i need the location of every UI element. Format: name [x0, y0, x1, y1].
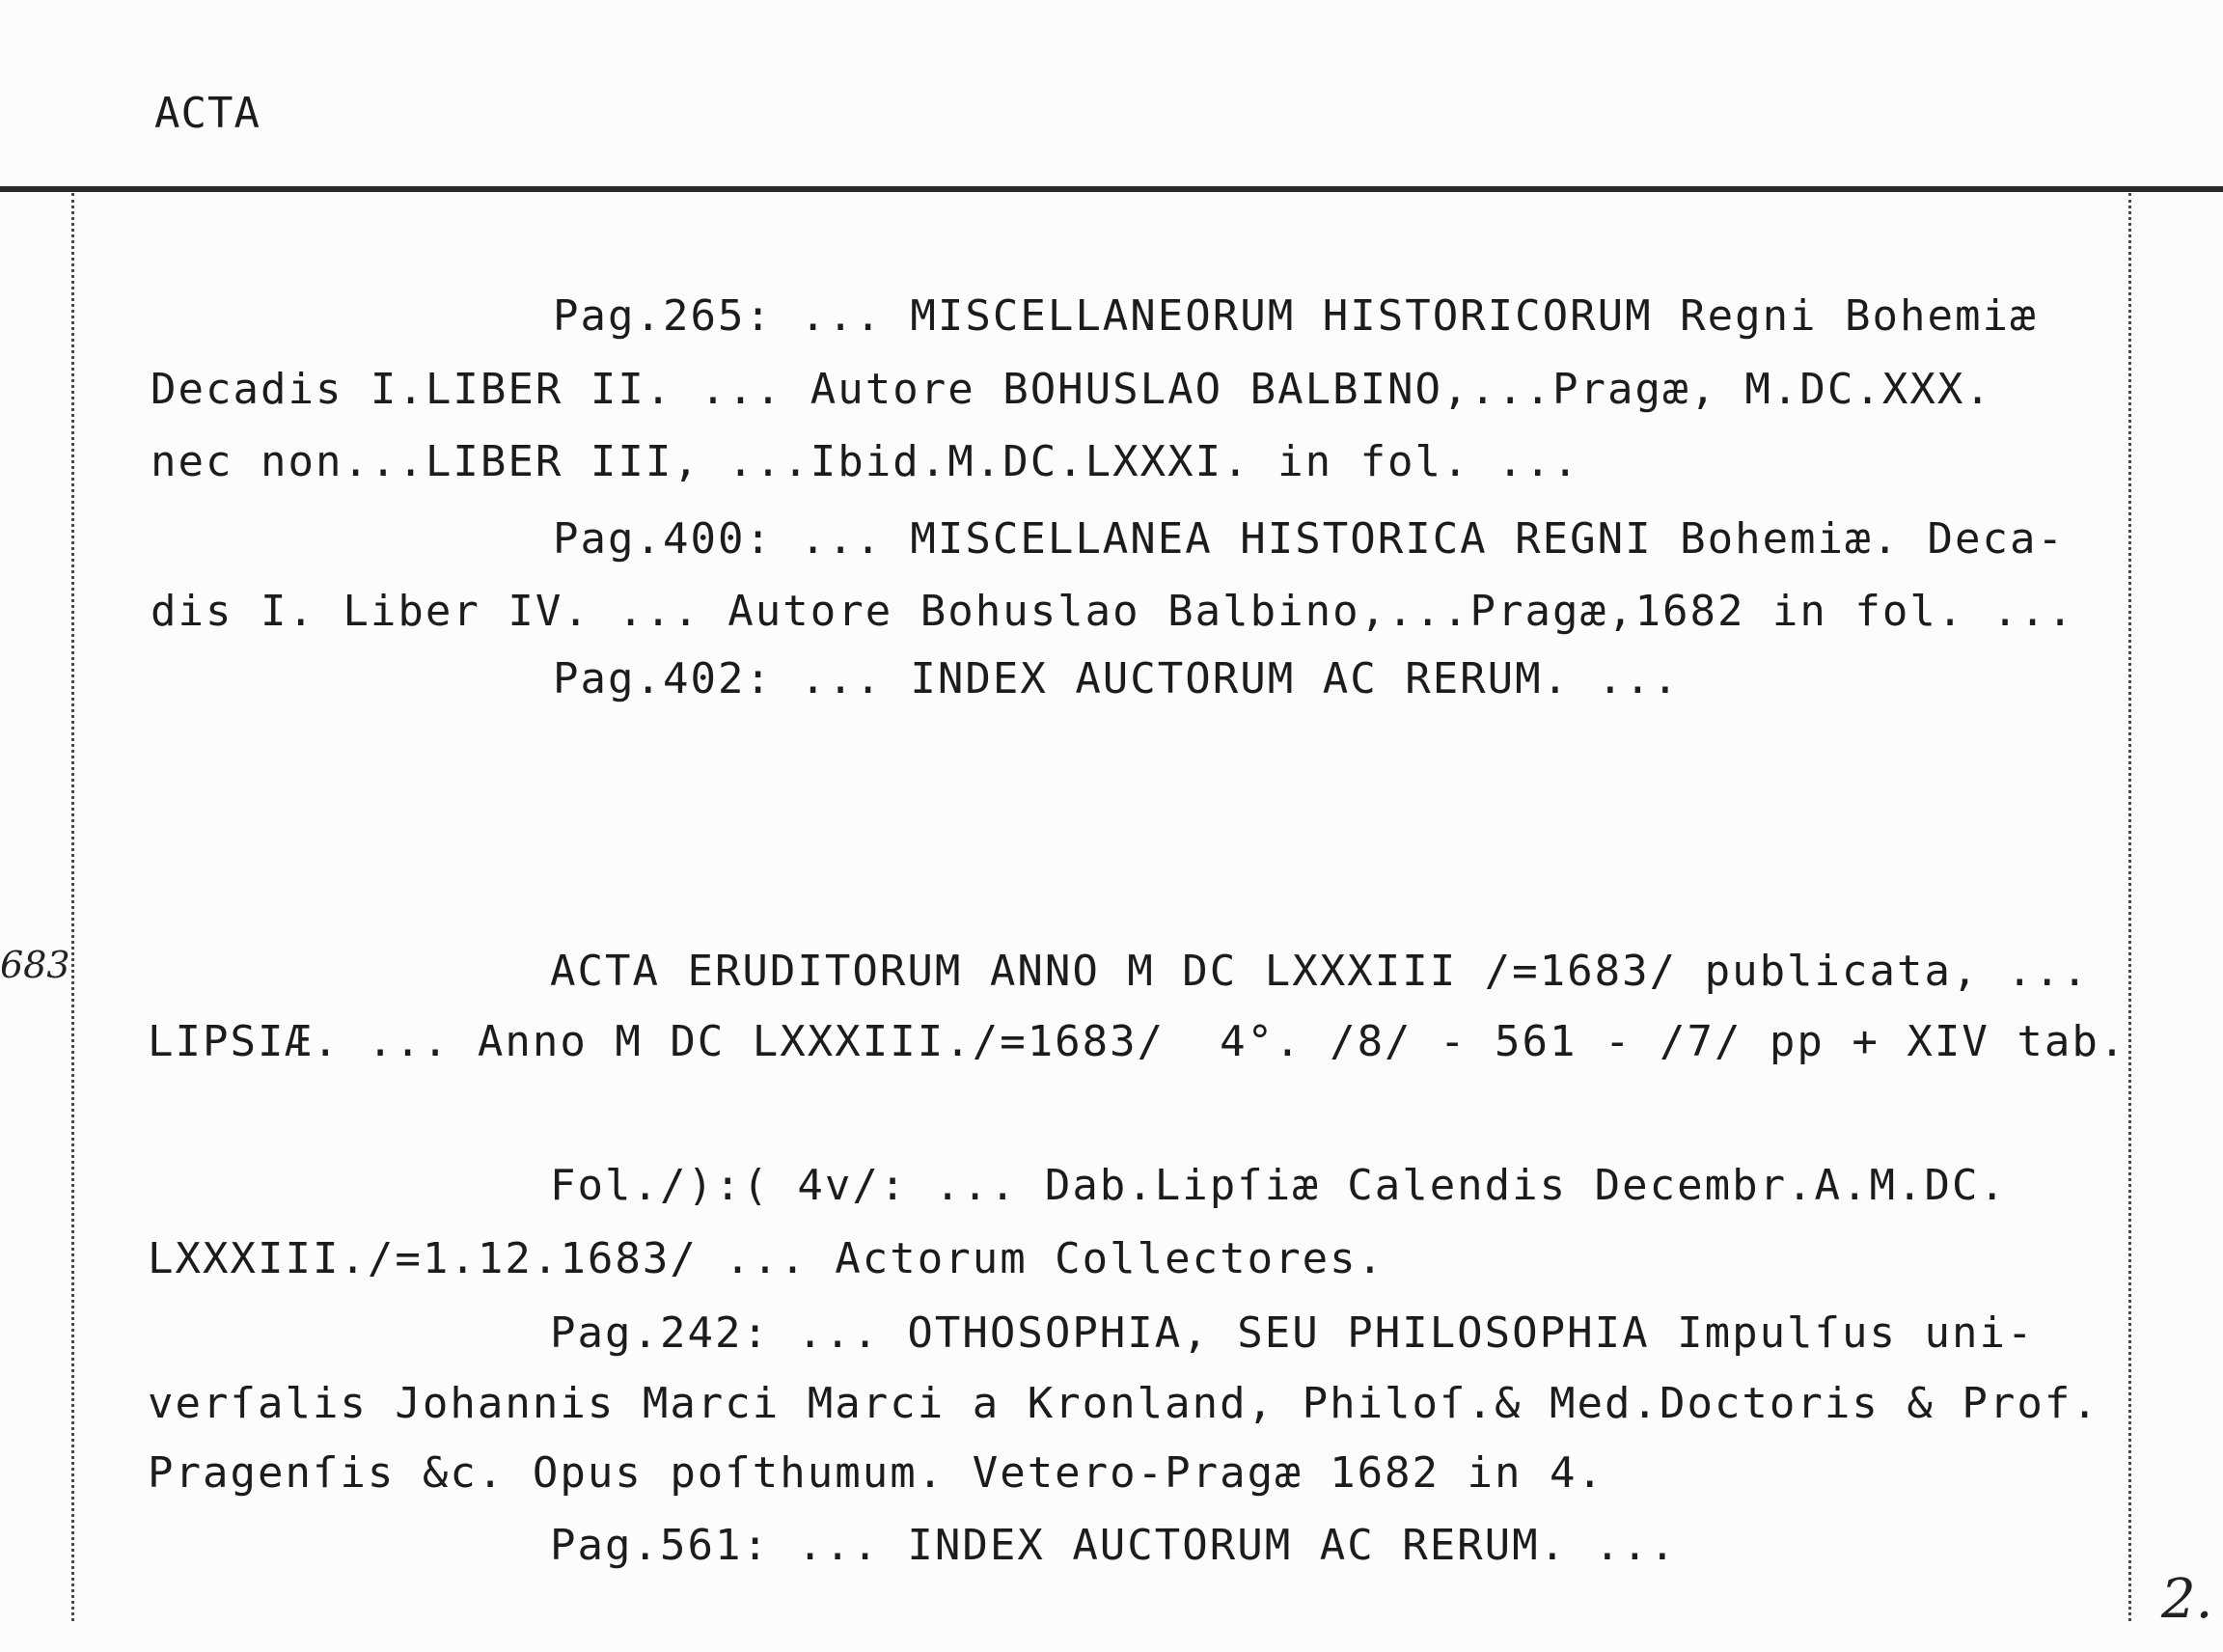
entry-line: verſalis Johannis Marci Marci a Kronland, Philoſ.& Med.Doctoris & Prof.: [148, 1379, 2100, 1428]
entry-line: Decadis I.LIBER II. ... Autore BOHUSLAO BALBINO,...Pragæ, M.DC.XXX.: [151, 365, 1992, 414]
entry-line: Pag.242: ... OTHOSOPHIA, SEU PHILOSOPHIA Impulſus uni-: [550, 1308, 2035, 1358]
page-number: 2.: [2161, 1568, 2213, 1631]
entry-line: nec non...LIBER III, ...Ibid.M.DC.LXXXI. in fol. ...: [151, 437, 1580, 486]
left-margin-line: [71, 193, 74, 1621]
entry-line: Fol./):( 4v/: ... Dab.Lipſiæ Calendis Decembr.A.M.DC.: [550, 1161, 2007, 1210]
entry-line: Pag.561: ... INDEX AUCTORUM AC RERUM. ...: [550, 1521, 1678, 1570]
entry-line: LIPSIÆ. ... Anno M DC LXXXIII./=1683/ 4°. /8/ - 561 - /7/ pp + XIV tab.: [148, 1017, 2127, 1066]
entry-line: Pragenſis &c. Opus poſthumum. Vetero-Pragæ 1682 in 4.: [148, 1448, 1605, 1498]
card-heading: ACTA: [154, 89, 261, 138]
entry-line: Pag.265: ... MISCELLANEORUM HISTORICORUM Regni Bohemiæ: [553, 291, 2038, 341]
right-margin-line: [2128, 193, 2131, 1621]
entry-line: ACTA ERUDITORUM ANNO M DC LXXXIII /=1683/ publicata, ...: [550, 947, 2090, 996]
entry-line: Pag.400: ... MISCELLANEA HISTORICA REGNI Bohemiæ. Deca-: [553, 514, 2065, 564]
entry-line: Pag.402: ... INDEX AUCTORUM AC RERUM. ...: [553, 654, 1681, 703]
entry-line: LXXXIII./=1.12.1683/ ... Actorum Collectores.: [148, 1234, 1386, 1283]
entry-line: dis I. Liber IV. ... Autore Bohuslao Balbino,...Pragæ,1682 in fol. ...: [151, 587, 2075, 636]
header-rule: [0, 186, 2223, 192]
margin-note: 683: [0, 944, 70, 986]
